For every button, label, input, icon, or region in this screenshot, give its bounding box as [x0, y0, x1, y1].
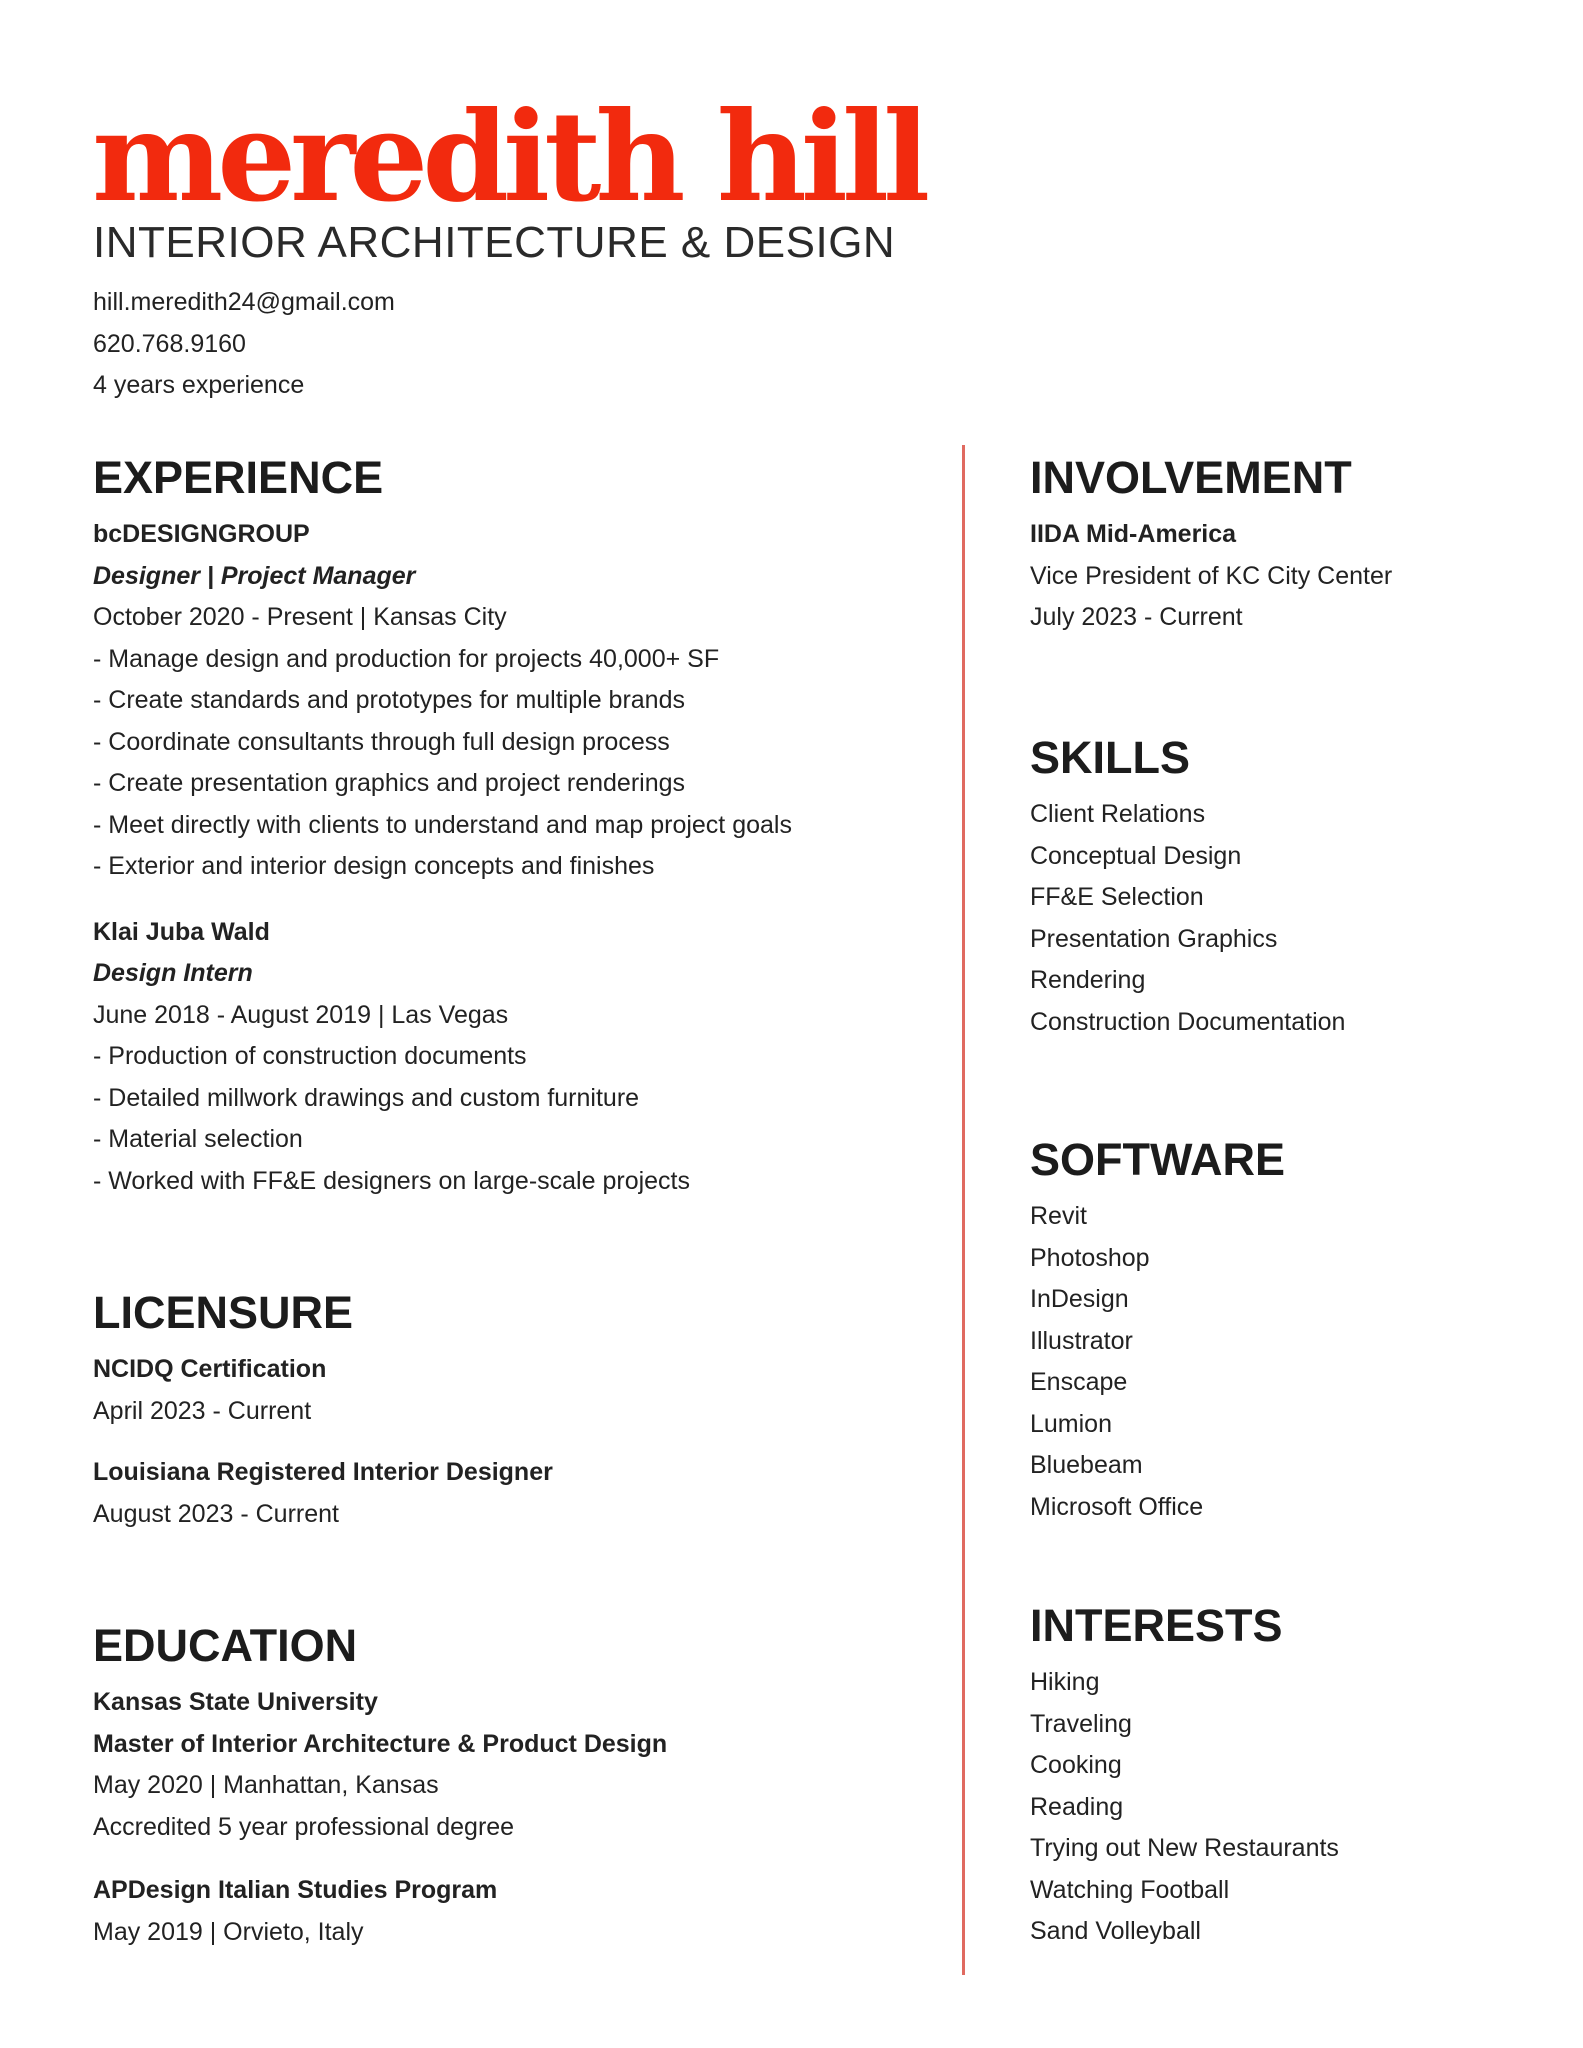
- license-name: Louisiana Registered Interior Designer: [93, 1458, 553, 1486]
- contact-email: hill.meredith24@gmail.com: [93, 288, 395, 316]
- job-bullet: - Worked with FF&E designers on large-scale projects: [93, 1166, 690, 1195]
- skill-item: Construction Documentation: [1030, 1007, 1346, 1036]
- interest-item: Sand Volleyball: [1030, 1917, 1201, 1945]
- involvement-dates: July 2023 - Current: [1030, 603, 1243, 631]
- job-dates: October 2020 - Present | Kansas City: [93, 603, 507, 631]
- interest-item: Cooking: [1030, 1751, 1122, 1779]
- skill-item: Presentation Graphics: [1030, 924, 1278, 953]
- skills-section: [1030, 732, 1346, 1043]
- software-item: Lumion: [1030, 1409, 1112, 1438]
- interest-item: Reading: [1030, 1792, 1124, 1821]
- job-company: bcDESIGNGROUP: [93, 520, 310, 548]
- software-heading: SOFTWARE: [1030, 1134, 1285, 1185]
- interest-item: Hiking: [1030, 1668, 1100, 1696]
- job-role: Designer | Project Manager: [93, 561, 416, 590]
- software-item: Photoshop: [1030, 1243, 1150, 1272]
- involvement-role: Vice President of KC City Center: [1030, 561, 1393, 590]
- job-company: Klai Juba Wald: [93, 917, 270, 946]
- software-item: Microsoft Office: [1030, 1492, 1204, 1521]
- resume-subtitle: INTERIOR ARCHITECTURE & DESIGN: [93, 218, 896, 267]
- license-dates: April 2023 - Current: [93, 1396, 312, 1425]
- job-bullet: - Create presentation graphics and project renderings: [93, 769, 686, 797]
- education-heading: EDUCATION: [93, 1620, 358, 1671]
- involvement-entry: [1030, 514, 1392, 639]
- skill-item: Conceptual Design: [1030, 841, 1242, 870]
- education-dates: May 2020 | Manhattan, Kansas: [93, 1771, 439, 1799]
- skills-list: [1030, 794, 1345, 1043]
- job-bullet: - Detailed millwork drawings and custom furniture: [93, 1083, 640, 1112]
- interests-list: [1030, 1662, 1339, 1953]
- experience-years: 4 years experience: [93, 371, 305, 399]
- column-divider: [962, 445, 965, 1975]
- job-entry: [93, 514, 792, 888]
- contact-phone: 620.768.9160: [93, 329, 246, 358]
- software-list: [1030, 1196, 1285, 1528]
- job-dates: June 2018 - August 2019 | Las Vegas: [93, 1000, 509, 1029]
- education-section: [93, 1620, 668, 1953]
- software-item: Revit: [1030, 1202, 1087, 1230]
- involvement-section: [1030, 452, 1393, 639]
- license-entry: [93, 1452, 553, 1535]
- skills-heading: SKILLS: [1030, 732, 1191, 783]
- interests-section: [1030, 1600, 1339, 1953]
- education-degree: Master of Interior Architecture & Product Design: [93, 1729, 668, 1758]
- job-bullet: - Production of construction documents: [93, 1042, 527, 1070]
- job-bullet: - Exterior and interior design concepts and finishes: [93, 852, 655, 880]
- resume-name: meredith hill: [92, 85, 925, 230]
- interest-item: Trying out New Restaurants: [1030, 1834, 1339, 1862]
- job-bullet: - Create standards and prototypes for multiple brands: [93, 686, 685, 714]
- job-entry: [93, 912, 792, 1203]
- experience-section: [93, 452, 792, 1202]
- interest-item: Watching Football: [1030, 1875, 1230, 1904]
- contact-block: [93, 282, 395, 407]
- interests-heading: INTERESTS: [1030, 1600, 1283, 1651]
- license-dates: August 2023 - Current: [93, 1499, 339, 1528]
- education-school: Kansas State University: [93, 1688, 378, 1716]
- interest-item: Traveling: [1030, 1709, 1132, 1738]
- involvement-heading: INVOLVEMENT: [1030, 452, 1352, 503]
- license-name: NCIDQ Certification: [93, 1355, 327, 1383]
- software-item: Bluebeam: [1030, 1451, 1143, 1479]
- education-note: Accredited 5 year professional degree: [93, 1812, 515, 1841]
- education-entry: [93, 1870, 667, 1953]
- software-section: [1030, 1134, 1285, 1528]
- license-entry: [93, 1349, 553, 1432]
- skill-item: Rendering: [1030, 966, 1146, 994]
- software-item: InDesign: [1030, 1285, 1129, 1313]
- education-entry: [93, 1682, 667, 1848]
- licensure-section: [93, 1287, 553, 1535]
- job-bullet: - Meet directly with clients to understand and map project goals: [93, 810, 792, 839]
- experience-heading: EXPERIENCE: [93, 452, 384, 503]
- involvement-org: IIDA Mid-America: [1030, 520, 1237, 548]
- job-bullet: - Manage design and production for projects 40,000+ SF: [93, 644, 720, 673]
- education-school: APDesign Italian Studies Program: [93, 1876, 498, 1904]
- software-item: Illustrator: [1030, 1326, 1133, 1355]
- skill-item: FF&E Selection: [1030, 883, 1204, 911]
- education-dates: May 2019 | Orvieto, Italy: [93, 1917, 364, 1946]
- job-bullet: - Material selection: [93, 1125, 303, 1153]
- job-role: Design Intern: [93, 959, 253, 987]
- software-item: Enscape: [1030, 1368, 1128, 1396]
- job-bullet: - Coordinate consultants through full design process: [93, 727, 670, 756]
- skill-item: Client Relations: [1030, 800, 1206, 828]
- licensure-heading: LICENSURE: [93, 1287, 354, 1338]
